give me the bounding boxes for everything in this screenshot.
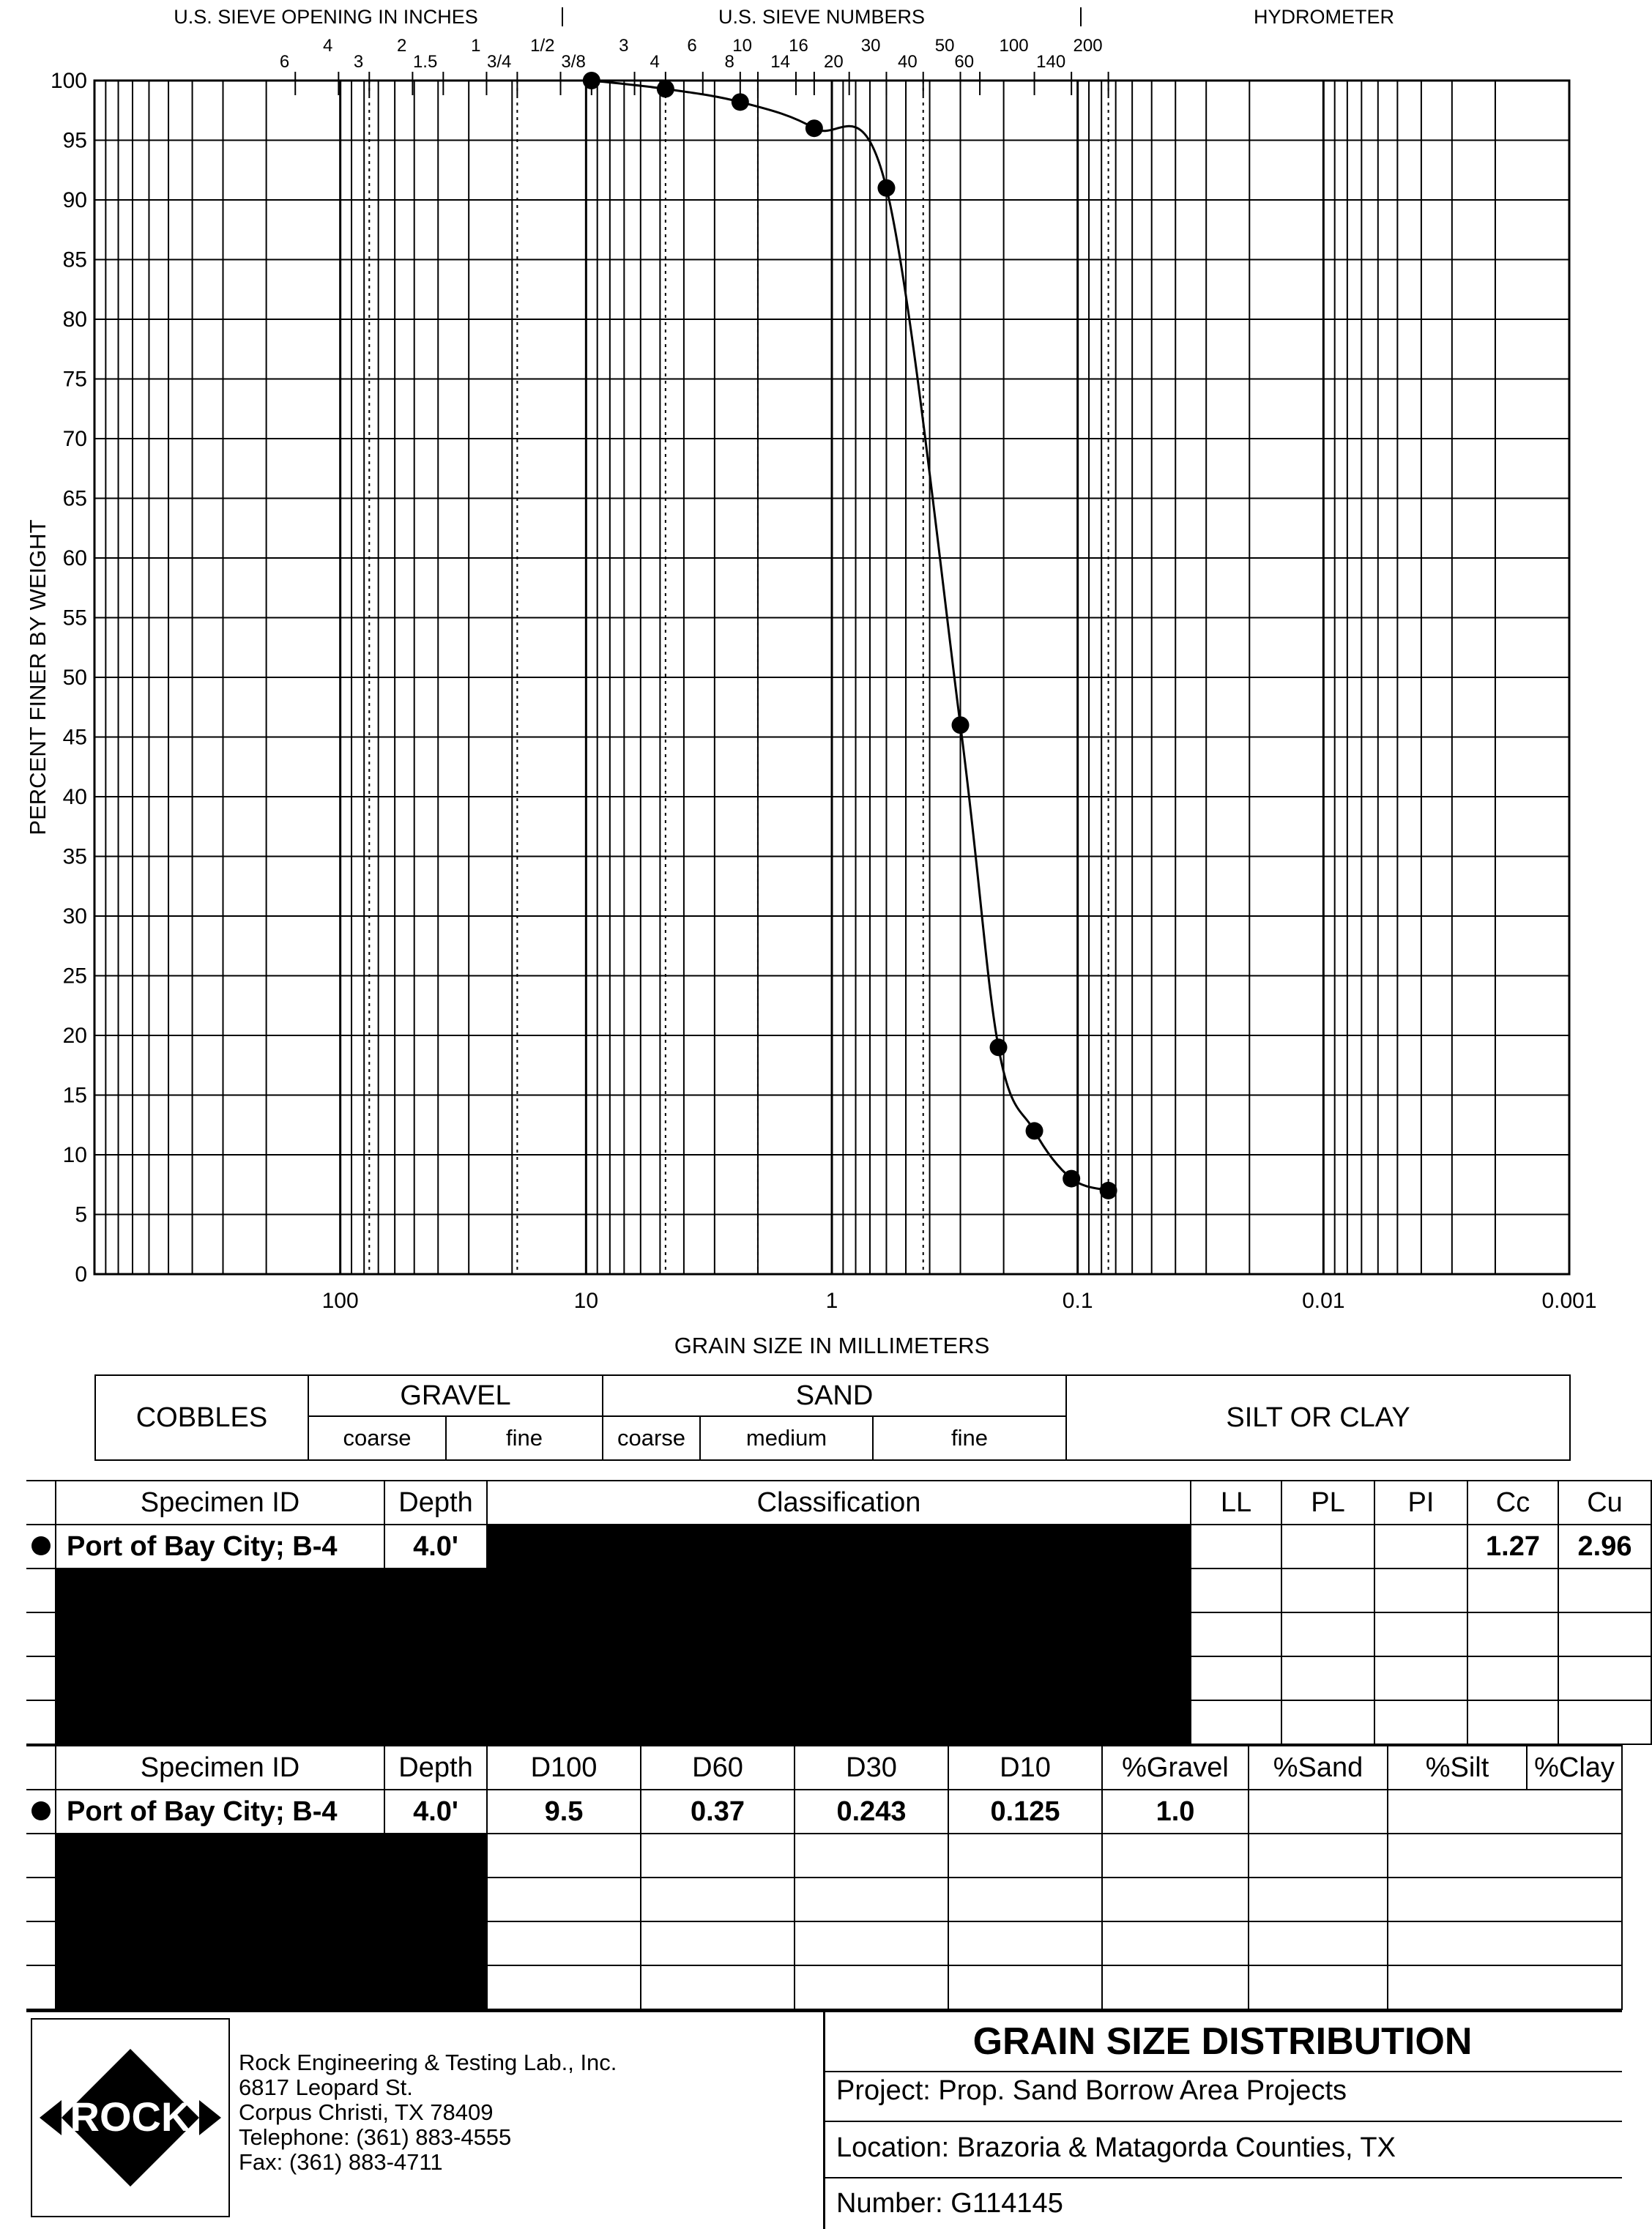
- sieve-label: 200: [1073, 36, 1103, 56]
- band-sand-fine: fine: [873, 1416, 1066, 1460]
- sieve-label: 14: [770, 52, 790, 72]
- gravel-cell: 1.0: [1102, 1790, 1249, 1834]
- x-tick-label: 10: [573, 1289, 599, 1313]
- x-tick-label: 0.1: [1062, 1289, 1093, 1313]
- address-city: Corpus Christi, TX 78409: [239, 2099, 494, 2125]
- data-point: [1100, 1182, 1117, 1199]
- header-depth: Depth: [384, 1481, 487, 1525]
- header-classification: Classification: [487, 1481, 1191, 1525]
- header-clay: %Clay: [1527, 1746, 1622, 1790]
- data-point: [583, 72, 600, 89]
- chart-grid: [94, 81, 1569, 1274]
- y-tick-label: 55: [62, 606, 87, 630]
- y-tick-label: 65: [62, 486, 87, 511]
- company-name: Rock Engineering & Testing Lab., Inc.: [239, 2050, 617, 2075]
- sieve-label: 50: [934, 36, 955, 56]
- gradation-table: [26, 1745, 1623, 2010]
- data-point: [1063, 1170, 1080, 1188]
- data-point: [657, 80, 674, 97]
- sieve-label: 4: [322, 36, 333, 56]
- sieve-label: 3/4: [487, 52, 512, 72]
- location-line: [836, 2132, 1396, 2164]
- sieve-label: 3: [619, 36, 629, 56]
- telephone: Telephone: (361) 883-4555: [239, 2124, 512, 2150]
- report-title: GRAIN SIZE DISTRIBUTION: [823, 2010, 1622, 2072]
- number-value: G114145: [950, 2188, 1063, 2219]
- y-axis-title: PERCENT FINER BY WEIGHT: [25, 519, 51, 836]
- header-d30: D30: [795, 1746, 948, 1790]
- data-point: [732, 93, 749, 111]
- data-point: [805, 119, 823, 137]
- redacted-block: [56, 1834, 487, 2009]
- header-sand: %Sand: [1249, 1746, 1388, 1790]
- header-d100: D100: [487, 1746, 641, 1790]
- header-specimen-id: Specimen ID: [56, 1481, 384, 1525]
- y-tick-label: 60: [62, 546, 87, 570]
- sieve-label: 20: [823, 52, 844, 72]
- ll-cell: [1191, 1525, 1281, 1569]
- band-gravel-coarse: coarse: [308, 1416, 446, 1460]
- y-tick-label: 35: [62, 844, 87, 869]
- header-depth: Depth: [384, 1746, 487, 1790]
- top-group-label: U.S. SIEVE NUMBERS: [718, 6, 926, 28]
- project-label: Project:: [836, 2075, 931, 2106]
- y-tick-label: 50: [62, 666, 87, 690]
- x-axis-title: GRAIN SIZE IN MILLIMETERS: [674, 1333, 990, 1358]
- sieve-label: 4: [650, 52, 660, 72]
- y-tick-label: 90: [62, 188, 87, 212]
- top-group-label: HYDROMETER: [1253, 6, 1395, 28]
- depth-cell: 4.0': [384, 1525, 487, 1569]
- pi-cell: [1374, 1525, 1467, 1569]
- sieve-label: 60: [954, 52, 975, 72]
- band-cobbles: COBBLES: [95, 1375, 308, 1460]
- project-value: Prop. Sand Borrow Area Projects: [938, 2075, 1347, 2106]
- number-line: [836, 2188, 1063, 2219]
- sieve-label: 3: [353, 52, 364, 72]
- header-silt: %Silt: [1388, 1746, 1527, 1790]
- y-tick-label: 40: [62, 785, 87, 809]
- cu-cell: 2.96: [1558, 1525, 1651, 1569]
- y-tick-label: 0: [75, 1262, 87, 1287]
- y-tick-label: 15: [62, 1083, 87, 1108]
- data-point: [990, 1038, 1008, 1056]
- x-tick-label: 0.001: [1541, 1289, 1597, 1313]
- sieve-label: 8: [724, 52, 734, 72]
- y-tick-label: 25: [62, 964, 87, 989]
- header-cu: Cu: [1558, 1481, 1651, 1525]
- band-sand-coarse: coarse: [603, 1416, 700, 1460]
- d30-cell: 0.243: [795, 1790, 948, 1834]
- y-tick-label: 10: [62, 1143, 87, 1167]
- header-pi: PI: [1374, 1481, 1467, 1525]
- y-tick-label: 5: [75, 1202, 87, 1227]
- y-tick-label: 75: [62, 367, 87, 392]
- sieve-label: 1: [471, 36, 481, 56]
- sieve-label: 140: [1036, 52, 1066, 72]
- band-sand: SAND: [603, 1375, 1066, 1416]
- y-tick-label: 85: [62, 248, 87, 272]
- rock-logo: [31, 2018, 230, 2217]
- sieve-label: 30: [860, 36, 881, 56]
- gradation-curve: [592, 81, 1109, 1191]
- sieve-label: 3/8: [561, 52, 586, 72]
- y-tick-label: 30: [62, 904, 87, 929]
- sieve-label: 40: [898, 52, 918, 72]
- table-row: [26, 1525, 1651, 1569]
- chart-series: [583, 72, 1117, 1199]
- sieve-label: 100: [999, 36, 1029, 56]
- x-tick-label: 0.01: [1302, 1289, 1345, 1313]
- band-silt-clay: SILT OR CLAY: [1066, 1375, 1570, 1460]
- series-marker: [26, 1790, 56, 1834]
- address-street: 6817 Leopard St.: [239, 2074, 413, 2100]
- table-row: [26, 1790, 1622, 1834]
- location-value: Brazoria & Matagorda Counties, TX: [956, 2132, 1396, 2163]
- y-tick-label: 100: [50, 69, 87, 93]
- data-point: [1026, 1122, 1043, 1139]
- redacted-block: [56, 1569, 1191, 1744]
- number-label: Number:: [836, 2188, 943, 2219]
- header-cc: Cc: [1467, 1481, 1558, 1525]
- top-group-label: U.S. SIEVE OPENING IN INCHES: [174, 6, 478, 28]
- logo-text: ROCK: [70, 2094, 191, 2140]
- sieve-label: 6: [687, 36, 697, 56]
- depth-cell: 4.0': [384, 1790, 487, 1834]
- header-d10: D10: [948, 1746, 1102, 1790]
- header-specimen-id: Specimen ID: [56, 1746, 384, 1790]
- sieve-label: 1/2: [530, 36, 555, 56]
- y-tick-label: 70: [62, 427, 87, 451]
- y-tick-label: 95: [62, 128, 87, 153]
- sieve-label: 10: [732, 36, 752, 56]
- project-line: [836, 2075, 1347, 2107]
- d10-cell: 0.125: [948, 1790, 1102, 1834]
- data-point: [952, 716, 970, 734]
- specimen-id-cell: Port of Bay City; B-4: [56, 1525, 384, 1569]
- series-marker: [26, 1525, 56, 1569]
- soil-classification-bands: [94, 1374, 1571, 1461]
- d100-cell: 9.5: [487, 1790, 641, 1834]
- x-tick-label: 100: [321, 1289, 359, 1313]
- header-pl: PL: [1281, 1481, 1374, 1525]
- sieve-label: 16: [789, 36, 808, 56]
- header-d60: D60: [641, 1746, 795, 1790]
- classification-table: [26, 1480, 1652, 1745]
- d60-cell: 0.37: [641, 1790, 795, 1834]
- y-tick-label: 80: [62, 308, 87, 332]
- y-tick-label: 45: [62, 725, 87, 750]
- band-sand-medium: medium: [700, 1416, 873, 1460]
- band-gravel: GRAVEL: [308, 1375, 603, 1416]
- company-address: [239, 2050, 617, 2175]
- x-tick-label: 1: [825, 1289, 838, 1313]
- band-gravel-fine: fine: [446, 1416, 603, 1460]
- sand-cell: [1249, 1790, 1388, 1834]
- fax: Fax: (361) 883-4711: [239, 2149, 443, 2175]
- header-gravel: %Gravel: [1102, 1746, 1249, 1790]
- cc-cell: 1.27: [1467, 1525, 1558, 1569]
- sieve-label: 1.5: [412, 52, 438, 72]
- specimen-id-cell: Port of Bay City; B-4: [56, 1790, 384, 1834]
- sieve-label: 2: [397, 36, 407, 56]
- pl-cell: [1281, 1525, 1374, 1569]
- redacted-classification: [487, 1525, 1191, 1569]
- sieve-label: 6: [279, 52, 290, 72]
- header-ll: LL: [1191, 1481, 1281, 1525]
- silt-clay-cell: [1388, 1790, 1622, 1834]
- data-point: [877, 179, 895, 197]
- y-tick-label: 20: [62, 1024, 87, 1048]
- location-label: Location:: [836, 2132, 950, 2163]
